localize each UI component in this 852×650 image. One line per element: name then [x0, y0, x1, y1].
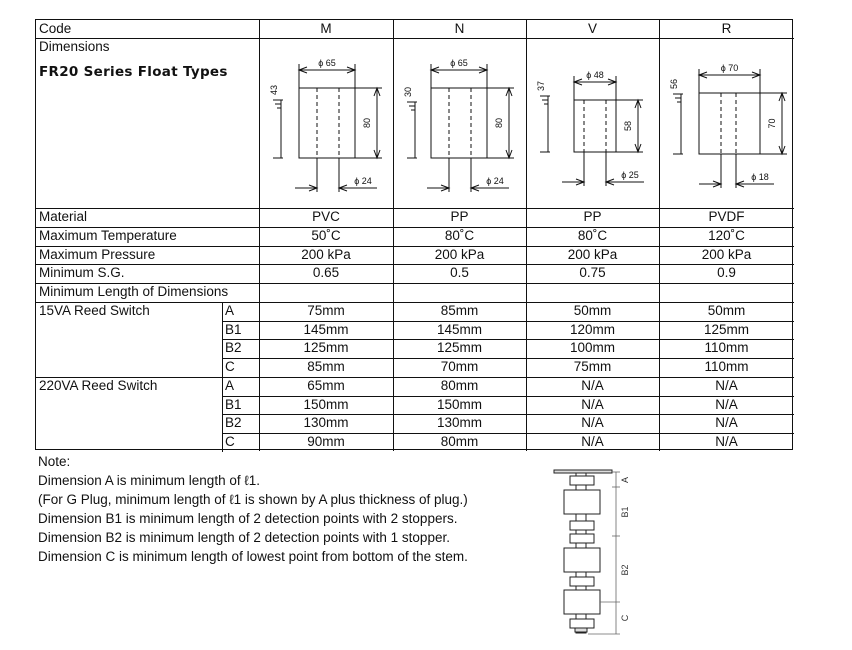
table-rule	[222, 302, 223, 377]
length-value: N/A	[581, 415, 604, 431]
height-label: 70	[767, 118, 777, 129]
float	[564, 490, 600, 514]
dimension-code: C	[225, 434, 235, 449]
spec-value: 0.5	[450, 265, 469, 281]
float-drawing-v	[526, 38, 659, 208]
dimension-code: B2	[225, 340, 242, 356]
switch-group-label: 15VA Reed Switch	[39, 302, 150, 318]
length-value: 110mm	[704, 359, 749, 374]
length-value: 120mm	[569, 321, 615, 337]
spec-value: 200 kPa	[434, 246, 485, 262]
diameter-label: ϕ 65	[318, 58, 336, 68]
note-line: Dimension B2 is minimum length of 2 detection points with 1 stopper.	[38, 530, 450, 545]
float-body	[574, 100, 616, 152]
stem-label-a: A	[620, 476, 630, 484]
length-value: 65mm	[307, 377, 345, 393]
length-value: 125mm	[703, 321, 749, 337]
spec-value: 200 kPa	[567, 246, 618, 262]
series-title: FR20 Series Float Types	[39, 64, 228, 80]
length-value: N/A	[715, 377, 738, 393]
length-value: N/A	[715, 434, 738, 449]
float-body	[699, 93, 760, 154]
length-value: 130mm	[303, 415, 349, 431]
spec-value: 80˚C	[577, 227, 608, 243]
length-value: 80mm	[440, 377, 479, 393]
stem-dimension-diagram	[548, 468, 638, 640]
float	[564, 548, 600, 572]
length-value: N/A	[581, 434, 604, 449]
immersion-label: 43	[269, 84, 279, 96]
spec-value: 0.9	[717, 265, 736, 281]
table-rule	[222, 377, 223, 452]
float-drawing-m	[259, 38, 393, 208]
spec-value: 0.75	[579, 265, 606, 281]
note-line: Dimension B1 is minimum length of 2 detection points with 2 stoppers.	[38, 511, 458, 526]
stopper	[570, 521, 594, 530]
stopper	[570, 534, 594, 543]
spec-value: 120˚C	[708, 227, 745, 243]
length-value: 80mm	[440, 434, 479, 449]
length-value: 75mm	[307, 302, 345, 318]
length-value: 70mm	[440, 359, 479, 374]
spec-value	[659, 283, 794, 302]
length-value: 85mm	[307, 359, 345, 374]
spec-value: PP	[450, 209, 469, 224]
diameter-label: ϕ 48	[586, 70, 604, 80]
spec-label: Material	[39, 209, 88, 224]
float-body	[431, 88, 487, 158]
float	[564, 590, 600, 614]
stem-label-b2: B2	[620, 564, 630, 576]
length-value: 150mm	[303, 396, 349, 412]
dimension-code: B1	[225, 396, 242, 412]
length-value: 130mm	[436, 415, 482, 431]
stopper	[570, 476, 594, 485]
spec-value	[259, 283, 393, 302]
header-code-r: R	[721, 21, 732, 36]
immersion-label: 30	[403, 86, 413, 98]
spec-label: Maximum Pressure	[39, 246, 156, 262]
stem-diameter-label: ϕ 18	[751, 172, 769, 182]
length-value: 85mm	[440, 302, 479, 318]
length-value: 75mm	[573, 359, 612, 374]
length-value: 100mm	[569, 340, 615, 356]
spec-label: Minimum S.G.	[39, 265, 125, 281]
dimension-code: A	[225, 377, 235, 393]
stem-label-c: C	[620, 614, 630, 622]
height-label: 58	[623, 120, 633, 132]
length-value: 125mm	[436, 340, 482, 356]
spec-value	[526, 283, 659, 302]
length-value: 90mm	[307, 434, 345, 449]
stem-cap	[575, 628, 587, 632]
spec-value: 200 kPa	[301, 246, 351, 262]
spec-label: Minimum Length of Dimensions	[39, 284, 229, 299]
spec-value	[393, 283, 526, 302]
spec-value: PVC	[312, 209, 340, 224]
immersion-label: 37	[536, 80, 546, 92]
float-drawing-r	[659, 38, 794, 208]
length-value: 145mm	[303, 321, 349, 337]
note-line: Dimension C is minimum length of lowest point from bottom of the stem.	[38, 549, 468, 564]
length-value: N/A	[581, 396, 604, 412]
stem-diameter-label: ϕ 24	[486, 176, 504, 186]
spec-value: 50˚C	[311, 227, 341, 243]
dimension-code: A	[225, 302, 235, 318]
stem-diameter-label: ϕ 25	[621, 170, 639, 180]
spec-value: 200 kPa	[701, 246, 752, 262]
length-value: 125mm	[303, 340, 349, 356]
height-label: 80	[494, 117, 504, 129]
height-label: 80	[362, 117, 372, 129]
spec-label: Maximum Temperature	[39, 227, 177, 243]
length-value: 50mm	[573, 302, 612, 318]
notes-section	[38, 452, 468, 566]
diameter-label: ϕ 65	[450, 58, 468, 68]
length-value: 50mm	[707, 302, 746, 318]
length-value: 110mm	[704, 340, 749, 356]
spec-value: PP	[583, 209, 602, 224]
dimension-code: B2	[225, 415, 242, 431]
immersion-label: 56	[669, 78, 679, 90]
spec-value: PVDF	[708, 209, 745, 224]
note-line: (For G Plug, minimum length of ℓ1 is shown by A plus thickness of plug.)	[38, 492, 468, 507]
header-code-n: N	[454, 21, 465, 36]
diameter-label: ϕ 70	[720, 63, 739, 73]
stem-label-b1: B1	[620, 506, 630, 518]
float-spec-table	[35, 19, 793, 450]
switch-group-label: 220VA Reed Switch	[39, 377, 158, 393]
stopper	[570, 577, 594, 586]
stopper	[570, 619, 594, 628]
dimension-code: C	[225, 359, 235, 374]
length-value: N/A	[715, 396, 738, 412]
spec-value: 0.65	[312, 265, 340, 281]
notes-heading: Note:	[38, 454, 71, 469]
spec-value: 80˚C	[444, 227, 475, 243]
float-drawing-n	[393, 38, 526, 208]
float-body	[299, 88, 355, 158]
header-code-label: Code	[39, 21, 72, 36]
length-value: N/A	[581, 377, 604, 393]
stem-diameter-label: ϕ 24	[354, 176, 372, 186]
note-line: Dimension A is minimum length of ℓ1.	[38, 473, 260, 488]
length-value: N/A	[715, 415, 738, 431]
header-code-v: V	[587, 21, 597, 36]
dimensions-label: Dimensions	[39, 39, 110, 54]
header-code-m: M	[320, 21, 332, 36]
length-value: 150mm	[436, 396, 482, 412]
length-value: 145mm	[436, 321, 482, 337]
dimension-code: B1	[225, 321, 242, 337]
